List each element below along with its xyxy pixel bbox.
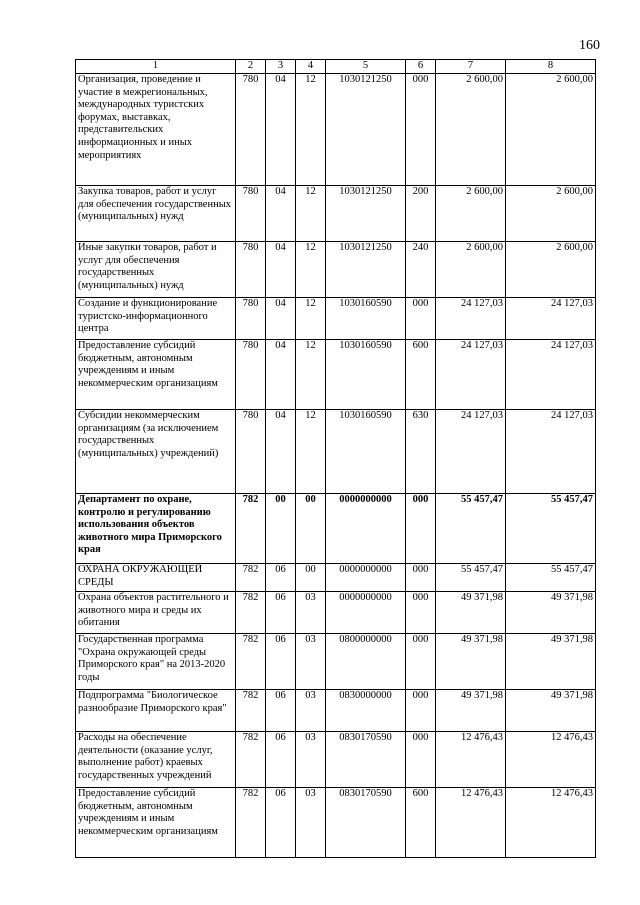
subsection-code-cell: 00 <box>296 564 326 592</box>
table-row <box>76 732 596 788</box>
table-row <box>76 592 596 634</box>
amount-cell: 2 600,00 <box>436 74 506 186</box>
amount-cell: 55 457,47 <box>436 494 506 564</box>
expense-type-cell: 000 <box>406 690 436 732</box>
section-code-cell: 04 <box>266 340 296 410</box>
ministry-code-cell: 782 <box>236 788 266 858</box>
subsection-code-cell: 12 <box>296 186 326 242</box>
column-header: 7 <box>436 60 506 74</box>
amount-cell: 2 600,00 <box>506 186 596 242</box>
amount-cell: 55 457,47 <box>506 564 596 592</box>
target-article-cell: 0000000000 <box>326 494 406 564</box>
header-row <box>76 60 596 74</box>
expense-type-cell: 000 <box>406 592 436 634</box>
target-article-cell: 0830000000 <box>326 690 406 732</box>
column-header: 6 <box>406 60 436 74</box>
subsection-code-cell: 12 <box>296 340 326 410</box>
amount-cell: 12 476,43 <box>506 788 596 858</box>
section-code-cell: 00 <box>266 494 296 564</box>
section-code-cell: 06 <box>266 690 296 732</box>
amount-cell: 49 371,98 <box>436 634 506 690</box>
section-code-cell: 06 <box>266 634 296 690</box>
ministry-code-cell: 782 <box>236 564 266 592</box>
expense-type-cell: 240 <box>406 242 436 298</box>
expense-type-cell: 000 <box>406 494 436 564</box>
table-row <box>76 410 596 494</box>
target-article-cell: 1030121250 <box>326 242 406 298</box>
expense-type-cell: 600 <box>406 340 436 410</box>
amount-cell: 24 127,03 <box>436 298 506 340</box>
item-name-cell: Создание и функционирование туристско-информационного центра <box>76 298 236 340</box>
table-row <box>76 74 596 186</box>
expense-type-cell: 000 <box>406 564 436 592</box>
subsection-code-cell: 12 <box>296 74 326 186</box>
column-header: 8 <box>506 60 596 74</box>
ministry-code-cell: 782 <box>236 690 266 732</box>
item-name-cell: Государственная программа "Охрана окружающей среды Приморского края" на 2013-2020 годы <box>76 634 236 690</box>
page-number: 160 <box>579 38 600 53</box>
target-article-cell: 1030121250 <box>326 74 406 186</box>
item-name-cell: Иные закупки товаров, работ и услуг для обеспечения государственных (муниципальных) нужд <box>76 242 236 298</box>
column-header: 5 <box>326 60 406 74</box>
ministry-code-cell: 780 <box>236 410 266 494</box>
item-name-cell: Предоставление субсидий бюджетным, автономным учреждениям и иным некоммерческим организациям <box>76 788 236 858</box>
item-name-cell: ОХРАНА ОКРУЖАЮЩЕЙ СРЕДЫ <box>76 564 236 592</box>
ministry-code-cell: 780 <box>236 242 266 298</box>
amount-cell: 24 127,03 <box>506 410 596 494</box>
target-article-cell: 1030160590 <box>326 298 406 340</box>
item-name-cell: Охрана объектов растительного и животного мира и среды их обитания <box>76 592 236 634</box>
table-row <box>76 340 596 410</box>
expense-type-cell: 000 <box>406 74 436 186</box>
amount-cell: 24 127,03 <box>436 410 506 494</box>
item-name-cell: Расходы на обеспечение деятельности (оказание услуг, выполнение работ) краевых государственных учреждений <box>76 732 236 788</box>
table-row <box>76 564 596 592</box>
amount-cell: 2 600,00 <box>436 186 506 242</box>
column-header: 1 <box>76 60 236 74</box>
table-row <box>76 494 596 564</box>
table-row <box>76 690 596 732</box>
expense-type-cell: 000 <box>406 634 436 690</box>
budget-table <box>75 59 596 858</box>
amount-cell: 49 371,98 <box>506 690 596 732</box>
ministry-code-cell: 782 <box>236 732 266 788</box>
section-code-cell: 04 <box>266 242 296 298</box>
section-code-cell: 04 <box>266 298 296 340</box>
expense-type-cell: 000 <box>406 298 436 340</box>
target-article-cell: 1030160590 <box>326 410 406 494</box>
expense-type-cell: 200 <box>406 186 436 242</box>
amount-cell: 24 127,03 <box>506 340 596 410</box>
item-name-cell: Субсидии некоммерческим организациям (за исключением государственных (муниципальных) учреждений) <box>76 410 236 494</box>
ministry-code-cell: 780 <box>236 298 266 340</box>
ministry-code-cell: 782 <box>236 592 266 634</box>
subsection-code-cell: 00 <box>296 494 326 564</box>
subsection-code-cell: 03 <box>296 690 326 732</box>
target-article-cell: 0830170590 <box>326 788 406 858</box>
subsection-code-cell: 03 <box>296 634 326 690</box>
amount-cell: 2 600,00 <box>506 74 596 186</box>
amount-cell: 55 457,47 <box>436 564 506 592</box>
amount-cell: 49 371,98 <box>506 634 596 690</box>
table-row <box>76 242 596 298</box>
section-code-cell: 06 <box>266 732 296 788</box>
target-article-cell: 0000000000 <box>326 592 406 634</box>
ministry-code-cell: 782 <box>236 494 266 564</box>
amount-cell: 49 371,98 <box>506 592 596 634</box>
item-name-cell: Закупка товаров, работ и услуг для обеспечения государственных (муниципальных) нужд <box>76 186 236 242</box>
item-name-cell: Департамент по охране, контролю и регулированию использования объектов животного мира Приморского края <box>76 494 236 564</box>
expense-type-cell: 630 <box>406 410 436 494</box>
table-row <box>76 634 596 690</box>
target-article-cell: 0830170590 <box>326 732 406 788</box>
amount-cell: 2 600,00 <box>506 242 596 298</box>
column-header: 2 <box>236 60 266 74</box>
target-article-cell: 1030121250 <box>326 186 406 242</box>
column-header: 4 <box>296 60 326 74</box>
target-article-cell: 1030160590 <box>326 340 406 410</box>
item-name-cell: Подпрограмма "Биологическое разнообразие Приморского края" <box>76 690 236 732</box>
section-code-cell: 06 <box>266 592 296 634</box>
subsection-code-cell: 03 <box>296 732 326 788</box>
amount-cell: 24 127,03 <box>506 298 596 340</box>
ministry-code-cell: 780 <box>236 186 266 242</box>
ministry-code-cell: 782 <box>236 634 266 690</box>
section-code-cell: 04 <box>266 186 296 242</box>
section-code-cell: 04 <box>266 74 296 186</box>
amount-cell: 49 371,98 <box>436 690 506 732</box>
amount-cell: 55 457,47 <box>506 494 596 564</box>
amount-cell: 24 127,03 <box>436 340 506 410</box>
amount-cell: 49 371,98 <box>436 592 506 634</box>
expense-type-cell: 000 <box>406 732 436 788</box>
target-article-cell: 0800000000 <box>326 634 406 690</box>
column-header: 3 <box>266 60 296 74</box>
section-code-cell: 06 <box>266 788 296 858</box>
ministry-code-cell: 780 <box>236 74 266 186</box>
amount-cell: 12 476,43 <box>436 788 506 858</box>
table-row <box>76 186 596 242</box>
table-row <box>76 298 596 340</box>
subsection-code-cell: 12 <box>296 410 326 494</box>
target-article-cell: 0000000000 <box>326 564 406 592</box>
amount-cell: 12 476,43 <box>506 732 596 788</box>
expense-type-cell: 600 <box>406 788 436 858</box>
subsection-code-cell: 12 <box>296 242 326 298</box>
section-code-cell: 06 <box>266 564 296 592</box>
amount-cell: 12 476,43 <box>436 732 506 788</box>
ministry-code-cell: 780 <box>236 340 266 410</box>
section-code-cell: 04 <box>266 410 296 494</box>
subsection-code-cell: 03 <box>296 592 326 634</box>
item-name-cell: Предоставление субсидий бюджетным, автономным учреждениям и иным некоммерческим организациям <box>76 340 236 410</box>
subsection-code-cell: 03 <box>296 788 326 858</box>
amount-cell: 2 600,00 <box>436 242 506 298</box>
table-row <box>76 788 596 858</box>
subsection-code-cell: 12 <box>296 298 326 340</box>
item-name-cell: Организация, проведение и участие в межрегиональных, международных туристских форумах, выставках, представительских информационных и иных мероприятиях <box>76 74 236 186</box>
